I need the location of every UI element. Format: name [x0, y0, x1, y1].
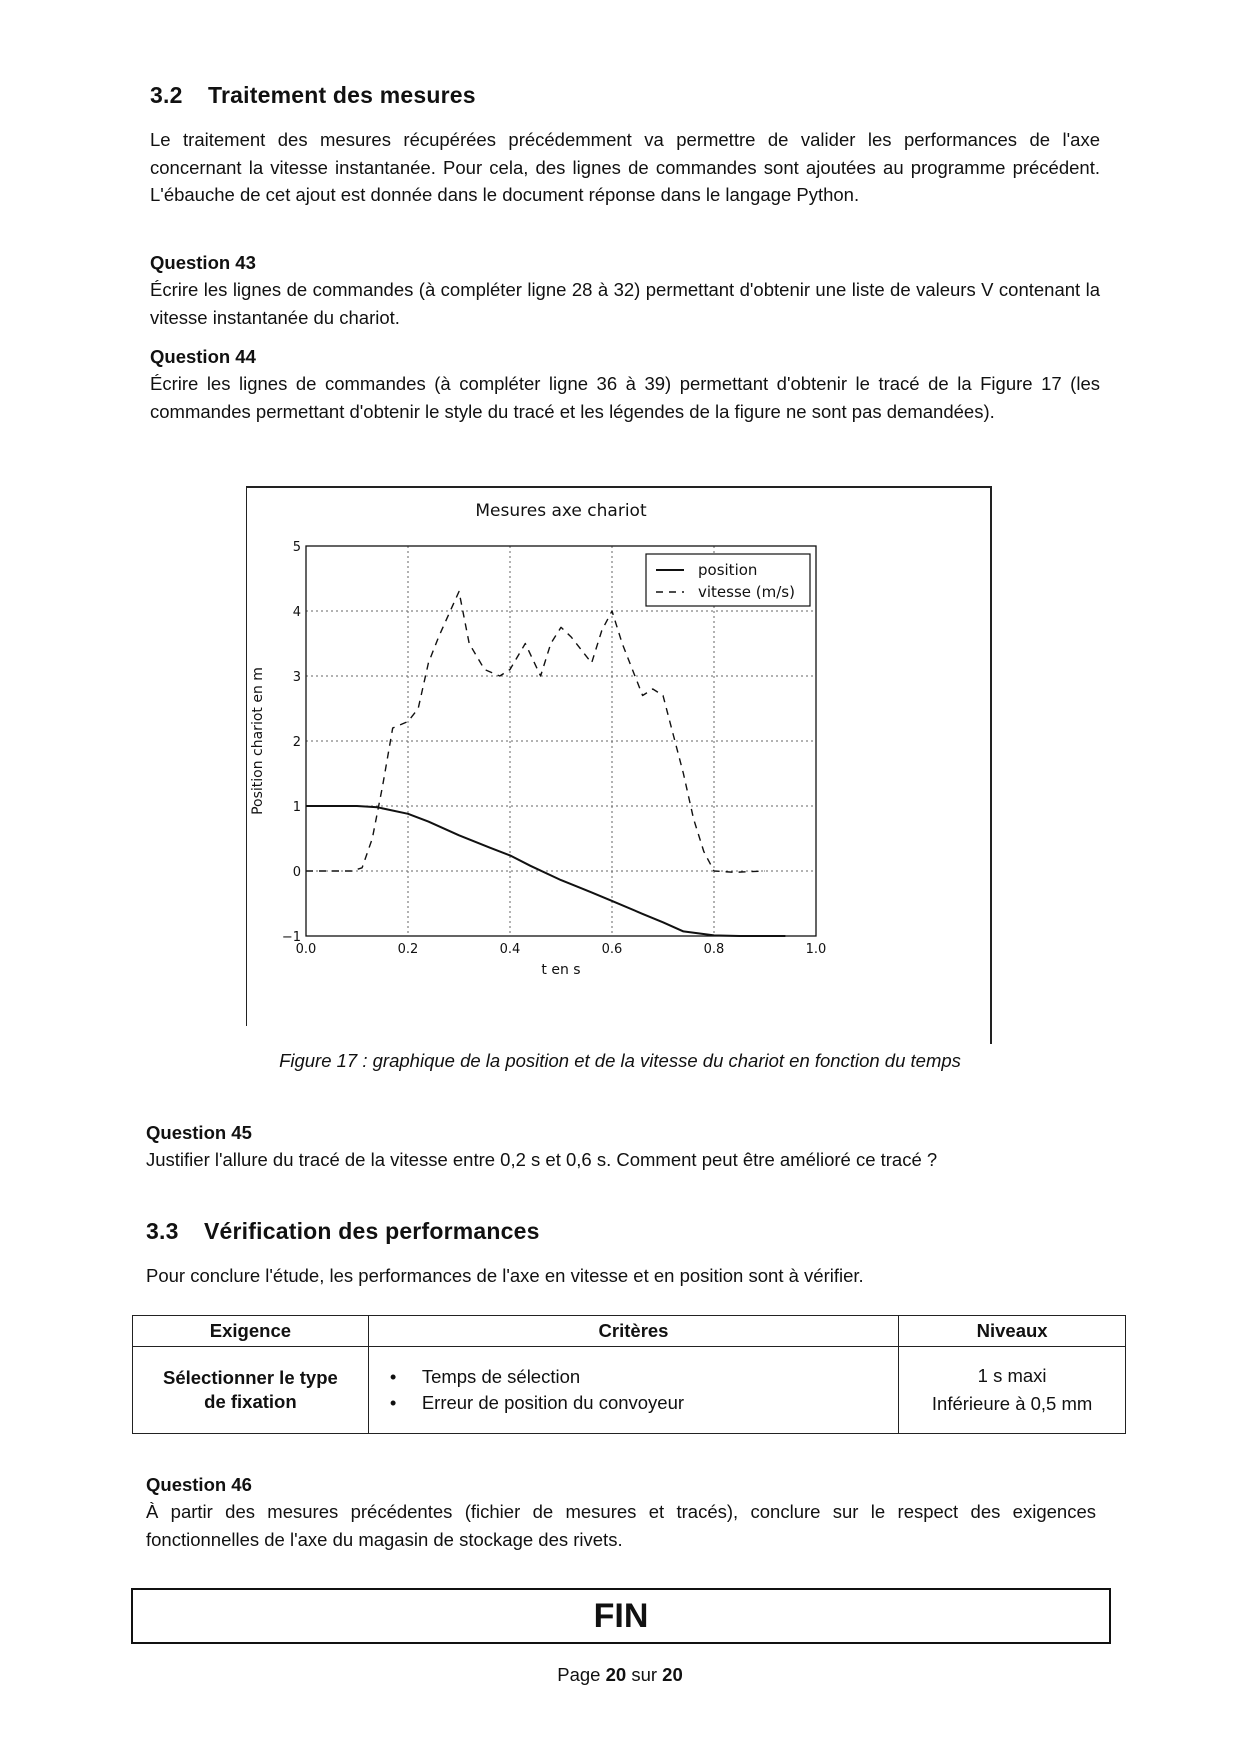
requirements-table [132, 1315, 1126, 1434]
page-footer [0, 1664, 1240, 1686]
niveau-item: 1 s maxi [977, 1365, 1047, 1386]
header-exigence: Exigence [133, 1316, 369, 1347]
section-32-number: 3.2 [150, 82, 183, 108]
y-tick-label: 4 [292, 605, 301, 620]
section-33-number: 3.3 [146, 1218, 179, 1244]
niveau-item: Inférieure à 0,5 mm [931, 1393, 1093, 1414]
question-43-title: Question 43 [150, 252, 256, 273]
chart-xlabel: t en s [541, 962, 581, 978]
plot-area [282, 540, 827, 957]
y-tick-label: −1 [281, 930, 301, 945]
chart-title: Mesures axe chariot [475, 501, 647, 521]
x-tick-label: 0.6 [601, 942, 623, 957]
footer-prefix: Page [557, 1664, 601, 1685]
y-tick-label: 3 [292, 670, 301, 685]
y-tick-label: 2 [292, 735, 301, 750]
table-header-row [133, 1316, 1126, 1347]
fin-label: FIN [593, 1596, 649, 1635]
y-tick-label: 5 [292, 540, 301, 555]
critere-item: • Temps de sélection [370, 1364, 897, 1390]
section-33-title: Vérification des performances [204, 1218, 540, 1244]
footer-total-pages: 20 [662, 1664, 683, 1685]
series-line-vitesse [306, 592, 765, 873]
section-32-title: Traitement des mesures [208, 82, 476, 108]
figure-caption: Figure 17 : graphique de la position et de la vitesse du chariot en fonction du temps [279, 1050, 961, 1071]
critere-item: • Erreur de position du convoyeur [370, 1390, 897, 1416]
x-tick-label: 0.4 [499, 942, 521, 957]
fin-box [131, 1588, 1111, 1644]
x-tick-label: 0.2 [397, 942, 419, 957]
cell-criteres [368, 1347, 898, 1434]
footer-current-page: 20 [605, 1664, 627, 1685]
legend-label: vitesse (m/s) [698, 583, 795, 601]
exigence-line-1: Sélectionner le type [163, 1367, 338, 1388]
cell-niveaux [899, 1347, 1126, 1434]
y-tick-label: 0 [292, 865, 301, 880]
header-niveaux: Niveaux [899, 1316, 1126, 1347]
cell-exigence [133, 1347, 369, 1434]
question-45-title: Question 45 [146, 1122, 252, 1143]
question-43-text: Écrire les lignes de commandes (à compléter ligne 28 à 32) permettant d'obtenir une liste de valeurs V contenant la vitesse instantanée du chariot. [150, 279, 1100, 328]
section-32-intro: Le traitement des mesures récupérées précédemment va permettre de valider les performances de l'axe concernant la vitesse instantanée. Pour cela, des lignes de commandes sont ajoutées au programme précédent. L'ébauche de cet ajout est donnée dans le document réponse dans le langage Python. [150, 129, 1100, 205]
x-tick-label: 0.0 [295, 942, 317, 957]
figure-17-chart [246, 486, 992, 1046]
y-tick-label: 1 [292, 800, 301, 815]
exigence-line-2: de fixation [204, 1391, 297, 1412]
chart-ylabel: Position chariot en m [250, 667, 266, 815]
x-tick-label: 0.8 [703, 942, 725, 957]
header-criteres: Critères [368, 1316, 898, 1347]
question-44-title: Question 44 [150, 346, 256, 367]
plot-inner [282, 540, 827, 957]
table-row [133, 1347, 1126, 1434]
section-32-heading [150, 82, 476, 109]
question-46-text: À partir des mesures précédentes (fichier de mesures et tracés), conclure sur le respect des exigences fonctionnelles de l'axe du magasin de stockage des rivets. [146, 1501, 1096, 1550]
section-33-intro: Pour conclure l'étude, les performances de l'axe en vitesse et en position sont à vérifier. [146, 1265, 864, 1286]
footer-middle: sur [631, 1664, 658, 1685]
question-46-title: Question 46 [146, 1474, 252, 1495]
section-33-heading [146, 1218, 540, 1245]
x-tick-label: 1.0 [805, 942, 827, 957]
legend-label: position [698, 561, 758, 579]
question-44-text: Écrire les lignes de commandes (à compléter ligne 36 à 39) permettant d'obtenir le tracé de la Figure 17 (les commandes permettant d'obtenir le style du tracé et les légendes de la figure ne sont pas demandées). [150, 373, 1100, 422]
question-45-text: Justifier l'allure du tracé de la vitesse entre 0,2 s et 0,6 s. Comment peut être amélioré ce tracé ? [146, 1149, 938, 1170]
